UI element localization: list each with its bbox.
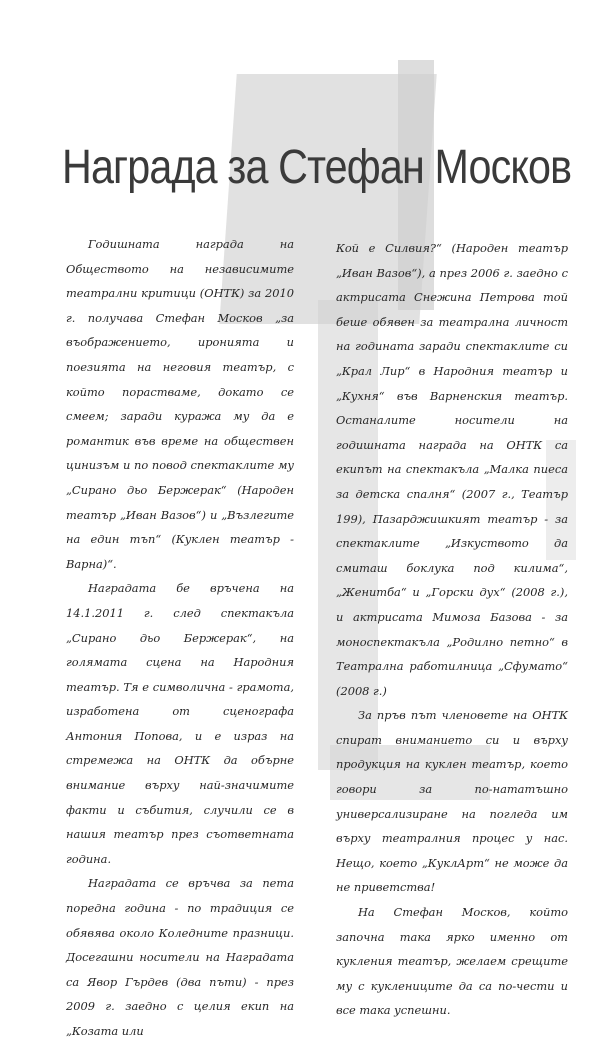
paragraph: За пръв път членовете на ОНТК спират вниманието си и върху продукция на куклен театър, което говори за по-нататъшно универсализиране на погледа им върху театралния процес у нас. Нещо, което „КуклАрт“ не може да не приветства! <box>336 708 568 895</box>
article-headline: Награда за Стефан Москов <box>62 141 572 194</box>
right-column <box>336 236 568 1023</box>
paragraph: Наградата бе връчена на 14.1.2011 г. след спектакъла „Сирано дьо Бержерак“, на голямата сцена на Народния театър. Тя е символична - грамота, изработена от сценографа Антония Попова, и е израз на стремежа на ОНТК да обърне внимание върху най-значимите факти и събития, случили се в нашия театър през съответната година. <box>66 581 294 866</box>
paragraph: Годишната награда на Обществото на независимите театрални критици (ОНТК) за 2010 г. получава Стефан Москов „за въображението, иронията и поезията на неговия театър, с който порастваме, докато се смеем; заради куража му да е романтик във време на обществен цинизъм и по повод спектаклите му „Сирано дьо Бержерак“ (Народен театър „Иван Вазов“) и „Възлегите на един тъп“ (Куклен театър - Варна)“. <box>66 237 294 571</box>
paragraph: Наградата се връчва за пета поредна година - по традиция се обявява около Коледните празници. Досегашни носители на Наградата са Явор Гърдев (два пъти) - през 2009 г. заедно с целия екип на „Козата или <box>66 876 294 1038</box>
paragraph: Кой е Силвия?“ (Народен театър „Иван Вазов“), а през 2006 г. заедно с актрисата Снежина Петрова той беше обявен за театрална личност на годината заради спектаклите си „Крал Лир“ в Народния театър и „Кухня“ във Варненския театър. Останалите носители на годишната награда на ОНТК са екипът на спектакъла „Малка пиеса за детска спалня“ (2007 г., Театър 199), Пазарджишкият театър - за спектаклите „Изкуството да смиташ боклука под килима“, „Женитба“ и „Горски дух“ (2008 г.), и актрисата Мимоза Базова - за моноспектакъла „Родилно петно“ в Театрална работилница „Сфумато“ (2008 г.) <box>336 241 568 698</box>
paragraph: На Стефан Москов, който започна така ярко именно от кукления театър, желаем срещите му с куклениците да са по-чести и все така успешни. <box>336 905 568 1018</box>
left-column <box>66 232 294 1044</box>
